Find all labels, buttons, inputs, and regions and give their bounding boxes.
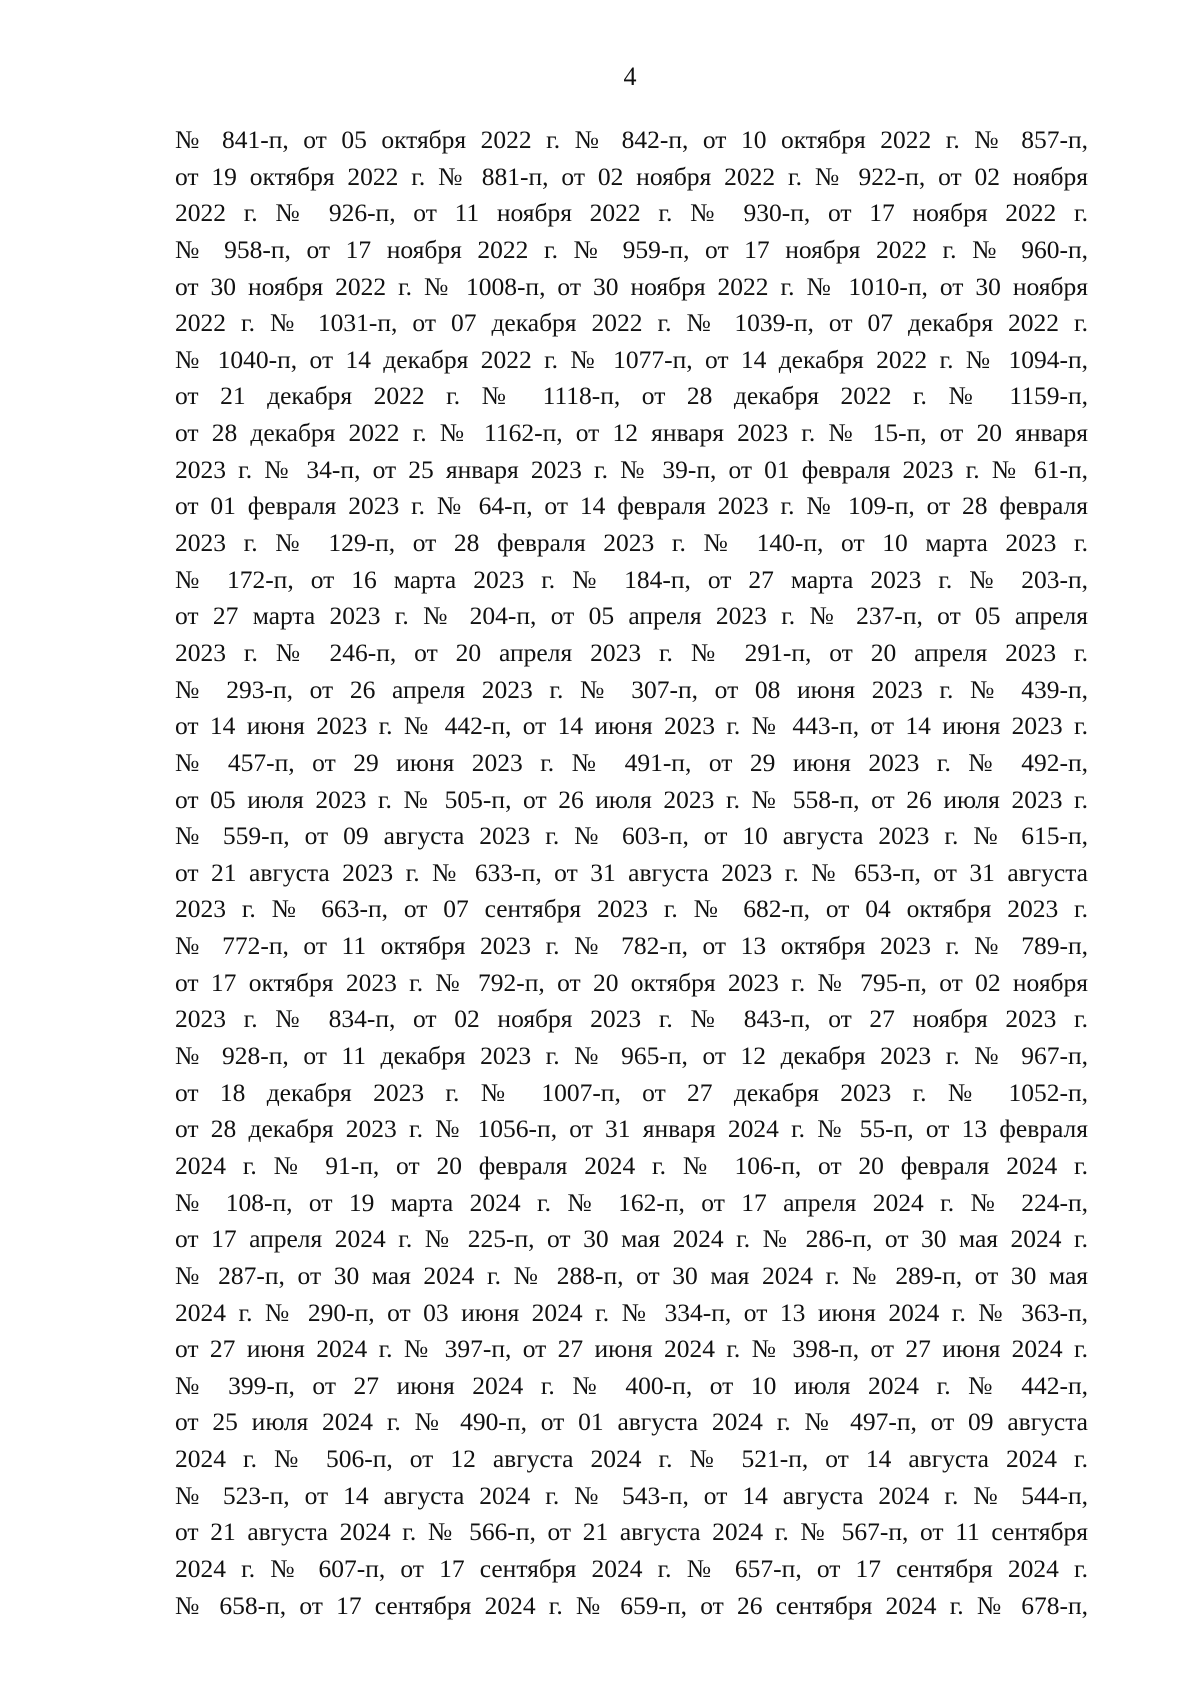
text-line: от 21 декабря 2022 г. № 1118-п, от 28 декабря 2022 г. № 1159-п,	[175, 381, 1088, 411]
text-line: от 01 февраля 2023 г. № 64-п, от 14 февраля 2023 г. № 109-п, от 28 февраля	[175, 491, 1088, 521]
text-line: № 293-п, от 26 апреля 2023 г. № 307-п, от 08 июня 2023 г. № 439-п,	[175, 674, 1088, 704]
text-line: 2022 г. № 926-п, от 11 ноября 2022 г. № 930-п, от 17 ноября 2022 г.	[175, 198, 1088, 228]
page-number: 4	[623, 62, 637, 91]
text-line: 2023 г. № 834-п, от 02 ноября 2023 г. № 843-п, от 27 ноября 2023 г.	[175, 1004, 1088, 1034]
body-paragraph	[175, 122, 1088, 1624]
text-line: № 172-п, от 16 марта 2023 г. № 184-п, от 27 марта 2023 г. № 203-п,	[175, 564, 1088, 594]
text-line: от 14 июня 2023 г. № 442-п, от 14 июня 2023 г. № 443-п, от 14 июня 2023 г.	[175, 711, 1088, 741]
text-line: от 17 октября 2023 г. № 792-п, от 20 октября 2023 г. № 795-п, от 02 ноября	[175, 967, 1088, 997]
text-line: № 928-п, от 11 декабря 2023 г. № 965-п, от 12 декабря 2023 г. № 967-п,	[175, 1041, 1088, 1071]
text-line: от 21 августа 2024 г. № 566-п, от 21 августа 2024 г. № 567-п, от 11 сентября	[175, 1517, 1088, 1547]
text-line: от 21 августа 2023 г. № 633-п, от 31 августа 2023 г. № 653-п, от 31 августа	[175, 857, 1088, 887]
text-line: № 958-п, от 17 ноября 2022 г. № 959-п, от 17 ноября 2022 г. № 960-п,	[175, 234, 1088, 264]
text-line: № 772-п, от 11 октября 2023 г. № 782-п, от 13 октября 2023 г. № 789-п,	[175, 931, 1088, 961]
text-line: от 19 октября 2022 г. № 881-п, от 02 ноября 2022 г. № 922-п, от 02 ноября	[175, 161, 1088, 191]
text-line: № 1040-п, от 14 декабря 2022 г. № 1077-п, от 14 декабря 2022 г. № 1094-п,	[175, 344, 1088, 374]
text-line: № 559-п, от 09 августа 2023 г. № 603-п, от 10 августа 2023 г. № 615-п,	[175, 821, 1088, 851]
text-line: от 28 декабря 2022 г. № 1162-п, от 12 января 2023 г. № 15-п, от 20 января	[175, 418, 1088, 448]
text-line: № 457-п, от 29 июня 2023 г. № 491-п, от 29 июня 2023 г. № 492-п,	[175, 747, 1088, 777]
text-line: от 18 декабря 2023 г. № 1007-п, от 27 декабря 2023 г. № 1052-п,	[175, 1077, 1088, 1107]
text-line: от 28 декабря 2023 г. № 1056-п, от 31 января 2024 г. № 55-п, от 13 февраля	[175, 1114, 1088, 1144]
text-line: 2024 г. № 91-п, от 20 февраля 2024 г. № 106-п, от 20 февраля 2024 г.	[175, 1150, 1088, 1180]
text-line: № 841-п, от 05 октября 2022 г. № 842-п, от 10 октября 2022 г. № 857-п,	[175, 125, 1088, 154]
text-line: 2023 г. № 129-п, от 28 февраля 2023 г. № 140-п, от 10 марта 2023 г.	[175, 528, 1088, 558]
text-line: № 523-п, от 14 августа 2024 г. № 543-п, от 14 августа 2024 г. № 544-п,	[175, 1480, 1088, 1510]
text-line: 2024 г. № 607-п, от 17 сентября 2024 г. № 657-п, от 17 сентября 2024 г.	[175, 1553, 1088, 1583]
text-line: 2022 г. № 1031-п, от 07 декабря 2022 г. № 1039-п, от 07 декабря 2022 г.	[175, 308, 1088, 338]
text-line: от 30 ноября 2022 г. № 1008-п, от 30 ноября 2022 г. № 1010-п, от 30 ноября	[175, 271, 1088, 301]
text-line: 2023 г. № 246-п, от 20 апреля 2023 г. № 291-п, от 20 апреля 2023 г.	[175, 637, 1088, 667]
text-line: № 658-п, от 17 сентября 2024 г. № 659-п, от 26 сентября 2024 г. № 678-п,	[175, 1590, 1088, 1620]
text-line: 2024 г. № 290-п, от 03 июня 2024 г. № 334-п, от 13 июня 2024 г. № 363-п,	[175, 1297, 1088, 1327]
text-line: от 25 июля 2024 г. № 490-п, от 01 августа 2024 г. № 497-п, от 09 августа	[175, 1407, 1088, 1437]
text-line: от 27 марта 2023 г. № 204-п, от 05 апреля 2023 г. № 237-п, от 05 апреля	[175, 601, 1088, 631]
text-line: 2023 г. № 34-п, от 25 января 2023 г. № 39-п, от 01 февраля 2023 г. № 61-п,	[175, 454, 1088, 484]
text-line: от 17 апреля 2024 г. № 225-п, от 30 мая 2024 г. № 286-п, от 30 мая 2024 г.	[175, 1224, 1088, 1254]
text-line: от 27 июня 2024 г. № 397-п, от 27 июня 2024 г. № 398-п, от 27 июня 2024 г.	[175, 1334, 1088, 1364]
text-line: № 108-п, от 19 марта 2024 г. № 162-п, от 17 апреля 2024 г. № 224-п,	[175, 1187, 1088, 1217]
text-line: 2024 г. № 506-п, от 12 августа 2024 г. № 521-п, от 14 августа 2024 г.	[175, 1444, 1088, 1474]
text-line: от 05 июля 2023 г. № 505-п, от 26 июля 2023 г. № 558-п, от 26 июля 2023 г.	[175, 784, 1088, 814]
text-line: № 287-п, от 30 мая 2024 г. № 288-п, от 30 мая 2024 г. № 289-п, от 30 мая	[175, 1260, 1088, 1290]
text-line: 2023 г. № 663-п, от 07 сентября 2023 г. № 682-п, от 04 октября 2023 г.	[175, 894, 1088, 924]
text-line: № 399-п, от 27 июня 2024 г. № 400-п, от 10 июля 2024 г. № 442-п,	[175, 1370, 1088, 1400]
